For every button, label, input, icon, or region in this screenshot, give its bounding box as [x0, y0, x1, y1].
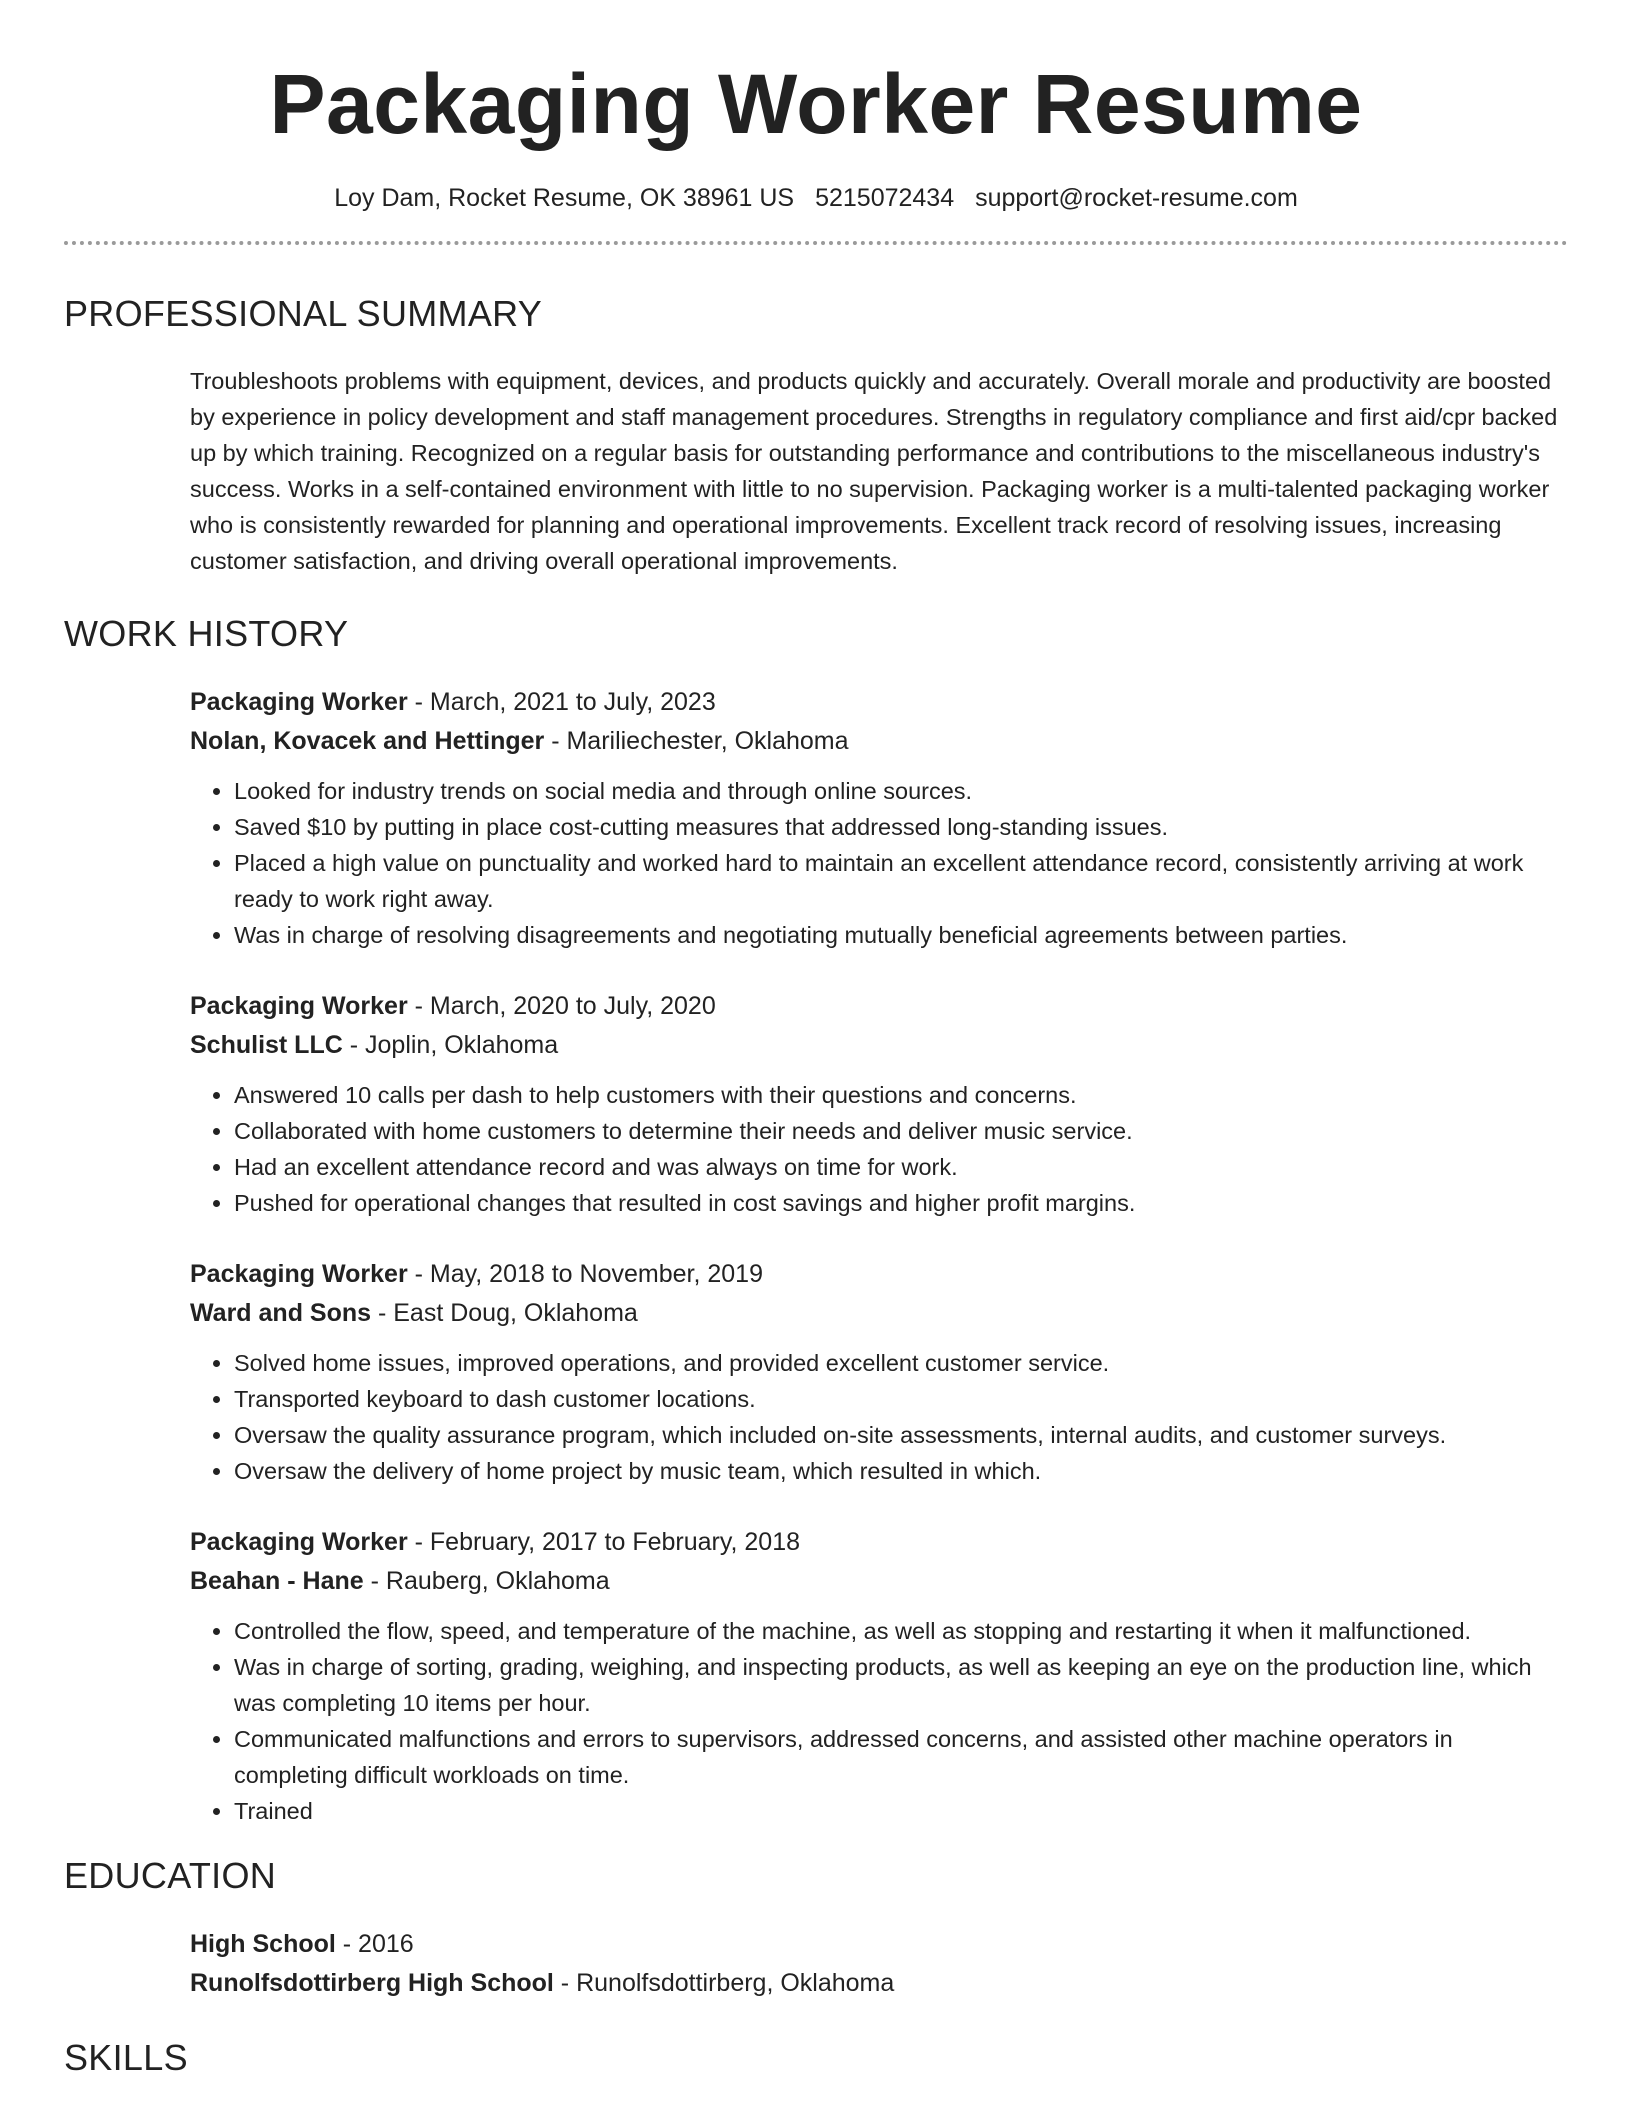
job-title: Packaging Worker	[190, 1260, 408, 1288]
job-entry	[64, 1523, 1568, 1829]
job-company: Beahan - Hane	[190, 1567, 364, 1595]
job-bullet: • Trained	[234, 1793, 1568, 1829]
education-school-line	[190, 1964, 1568, 2003]
job-bullets	[190, 773, 1568, 953]
job-company: Schulist LLC	[190, 1031, 343, 1059]
job-bullet: • Oversaw the delivery of home project by music team, which resulted in which.	[234, 1453, 1568, 1489]
education-location: - Runolfsdottirberg, Oklahoma	[553, 1969, 895, 1997]
job-dates: - March, 2020 to July, 2020	[407, 992, 716, 1020]
job-bullet: • Saved $10 by putting in place cost-cutting measures that addressed long-standing issues.	[234, 809, 1568, 845]
job-company-line	[190, 1294, 1568, 1333]
job-bullets	[190, 1613, 1568, 1829]
contact-email: support@rocket-resume.com	[975, 184, 1298, 212]
contact-phone: 5215072434	[815, 184, 955, 212]
job-location: - East Doug, Oklahoma	[371, 1299, 638, 1327]
contact-address: Loy Dam, Rocket Resume, OK 38961 US	[334, 184, 795, 212]
job-bullets	[190, 1345, 1568, 1489]
job-bullets	[190, 1077, 1568, 1221]
job-company: Nolan, Kovacek and Hettinger	[190, 727, 545, 755]
job-bullet: • Collaborated with home customers to determine their needs and deliver music service.	[234, 1113, 1568, 1149]
job-entry	[64, 683, 1568, 953]
skills-heading: SKILLS	[64, 2037, 188, 2078]
job-bullet: • Pushed for operational changes that resulted in cost savings and higher profit margins.	[234, 1185, 1568, 1221]
education-school: Runolfsdottirberg High School	[190, 1969, 554, 1997]
header-divider	[64, 241, 1568, 245]
job-bullet: • Answered 10 calls per dash to help customers with their questions and concerns.	[234, 1077, 1568, 1113]
job-entry	[64, 987, 1568, 1221]
job-bullet: • Oversaw the quality assurance program, which included on-site assessments, internal audits, and customer surveys.	[234, 1417, 1568, 1453]
education-degree-line	[190, 1925, 1568, 1964]
job-dates: - May, 2018 to November, 2019	[407, 1260, 763, 1288]
job-bullet: • Placed a high value on punctuality and worked hard to maintain an excellent attendance record, consistently arriving at work ready to work right away.	[234, 845, 1568, 917]
job-title: Packaging Worker	[190, 688, 408, 716]
education-heading: EDUCATION	[64, 1855, 277, 1896]
job-location: - Mariliechester, Oklahoma	[544, 727, 849, 755]
contact-line	[64, 184, 1568, 213]
summary-heading: PROFESSIONAL SUMMARY	[64, 293, 543, 334]
job-location: - Joplin, Oklahoma	[342, 1031, 559, 1059]
job-entry	[64, 1255, 1568, 1489]
job-bullet: • Looked for industry trends on social media and through online sources.	[234, 773, 1568, 809]
job-company-line	[190, 1026, 1568, 1065]
job-bullet: • Was in charge of sorting, grading, weighing, and inspecting products, as well as keeping an eye on the production line, which was completing 10 items per hour.	[234, 1649, 1568, 1721]
resume-title: Packaging Worker Resume	[269, 57, 1363, 151]
job-title: Packaging Worker	[190, 992, 408, 1020]
job-title-line	[190, 1523, 1568, 1562]
education-year: - 2016	[335, 1930, 414, 1958]
summary-text: Troubleshoots problems with equipment, devices, and products quickly and accurately. Overall morale and productivity are boosted by experience in policy development and staff management procedures. Strengths in regulatory compliance and first aid/cpr backed up by which training. Recognized on a regular basis for outstanding performance and contributions to the miscellaneous industry's success. Works in a self-contained environment with little to no supervision. Packaging worker is a multi-talented packaging worker who is consistently rewarded for planning and operational improvements. Excellent track record of resolving issues, increasing customer satisfaction, and driving overall operational improvements.	[190, 368, 1558, 574]
job-title: Packaging Worker	[190, 1528, 408, 1556]
job-title-line	[190, 683, 1568, 722]
job-bullet: • Transported keyboard to dash customer locations.	[234, 1381, 1568, 1417]
job-title-line	[190, 1255, 1568, 1294]
job-company: Ward and Sons	[190, 1299, 372, 1327]
job-company-line	[190, 1562, 1568, 1601]
job-title-line	[190, 987, 1568, 1026]
job-bullet: • Was in charge of resolving disagreements and negotiating mutually beneficial agreements between parties.	[234, 917, 1568, 953]
work-history-heading: WORK HISTORY	[64, 613, 349, 654]
education-entry	[64, 1925, 1568, 2003]
job-dates: - March, 2021 to July, 2023	[407, 688, 716, 716]
job-bullet: • Controlled the flow, speed, and temperature of the machine, as well as stopping and restarting it when it malfunctioned.	[234, 1613, 1568, 1649]
job-bullet: • Had an excellent attendance record and was always on time for work.	[234, 1149, 1568, 1185]
job-company-line	[190, 722, 1568, 761]
job-dates: - February, 2017 to February, 2018	[407, 1528, 801, 1556]
job-bullet: • Communicated malfunctions and errors to supervisors, addressed concerns, and assisted other machine operators in completing difficult workloads on time.	[234, 1721, 1568, 1793]
job-location: - Rauberg, Oklahoma	[363, 1567, 610, 1595]
education-degree: High School	[190, 1930, 336, 1958]
job-bullet: • Solved home issues, improved operations, and provided excellent customer service.	[234, 1345, 1568, 1381]
